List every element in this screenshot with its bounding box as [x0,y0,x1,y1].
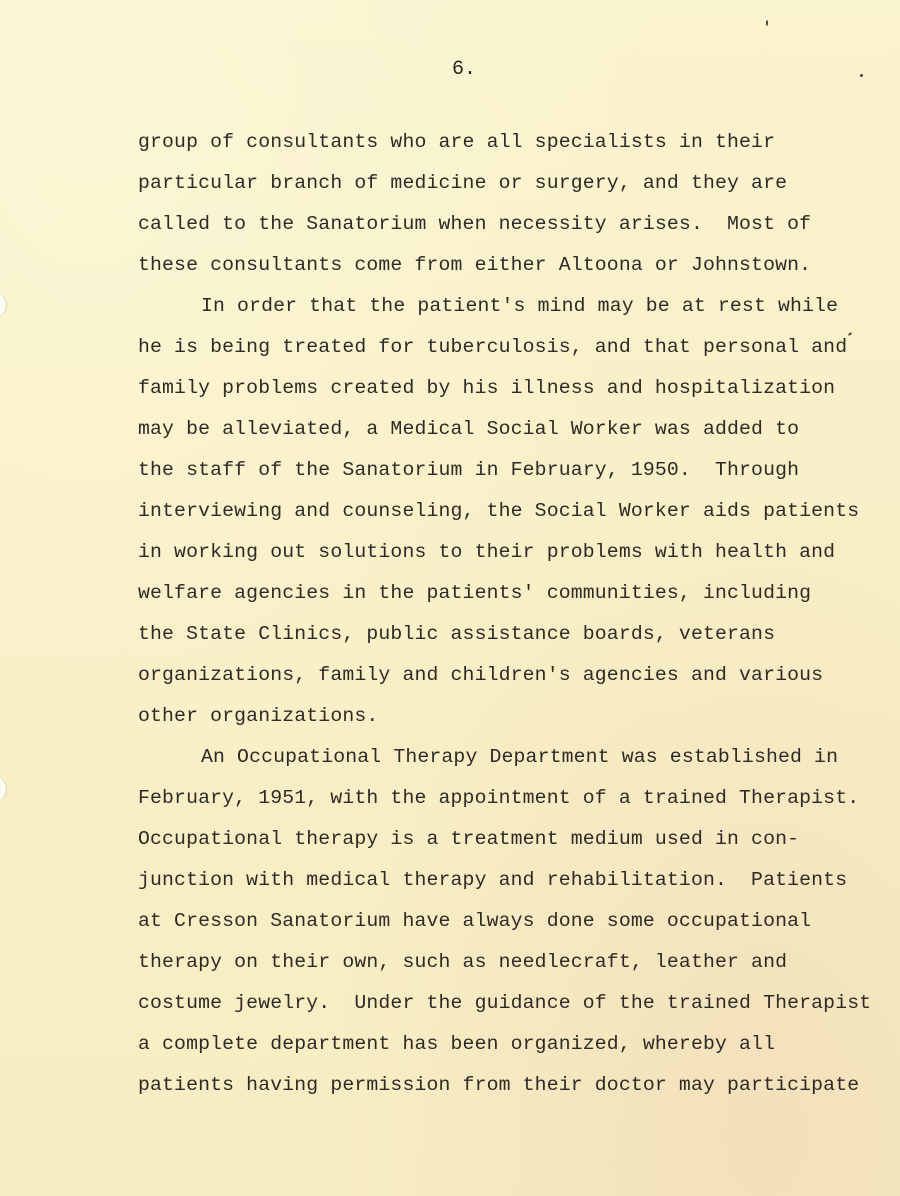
text-line: the State Clinics, public assistance boards, veterans [138,623,776,645]
text-line: patients having permission from their doctor may participate [138,1074,860,1096]
paper-speck [860,74,863,77]
text-line: interviewing and counseling, the Social Worker aids patients [138,500,860,522]
text-line: family problems created by his illness and hospitalization [138,377,836,399]
text-line: group of consultants who are all specialists in their [138,131,776,153]
text-line: therapy on their own, such as needlecraft, leather and [138,951,788,973]
paragraph-consultants [138,122,898,286]
paragraph-social-worker [138,286,898,737]
text-line: these consultants come from either Altoona or Johnstown. [138,254,812,276]
text-line: may be alleviated, a Medical Social Worker was added to [138,418,800,440]
text-line: he is being treated for tuberculosis, and that personal and [138,336,848,358]
text-line: other organizations. [138,705,379,727]
text-line: An Occupational Therapy Department was established in [201,746,839,768]
text-line: particular branch of medicine or surgery, and they are [138,172,788,194]
text-line: February, 1951, with the appointment of a trained Therapist. [138,787,860,809]
punch-hole-mark [0,292,7,318]
text-line: at Cresson Sanatorium have always done some occupational [138,910,812,932]
page-number: 6. [452,58,477,81]
document-body [138,122,898,1106]
paragraph-occupational-therapy [138,737,898,1106]
text-line: in working out solutions to their problems with health and [138,541,836,563]
text-line: In order that the patient's mind may be at rest while [201,295,839,317]
text-line: organizations, family and children's agencies and various [138,664,824,686]
paper-speck [766,20,768,26]
punch-hole-mark [0,776,7,802]
text-line: called to the Sanatorium when necessity arises. Most of [138,213,812,235]
text-line: costume jewelry. Under the guidance of the trained Therapist [138,992,872,1014]
text-line: the staff of the Sanatorium in February, 1950. Through [138,459,800,481]
text-line: welfare agencies in the patients' communities, including [138,582,812,604]
text-line: junction with medical therapy and rehabilitation. Patients [138,869,848,891]
text-line: a complete department has been organized, whereby all [138,1033,776,1055]
text-line: Occupational therapy is a treatment medium used in con- [138,828,800,850]
